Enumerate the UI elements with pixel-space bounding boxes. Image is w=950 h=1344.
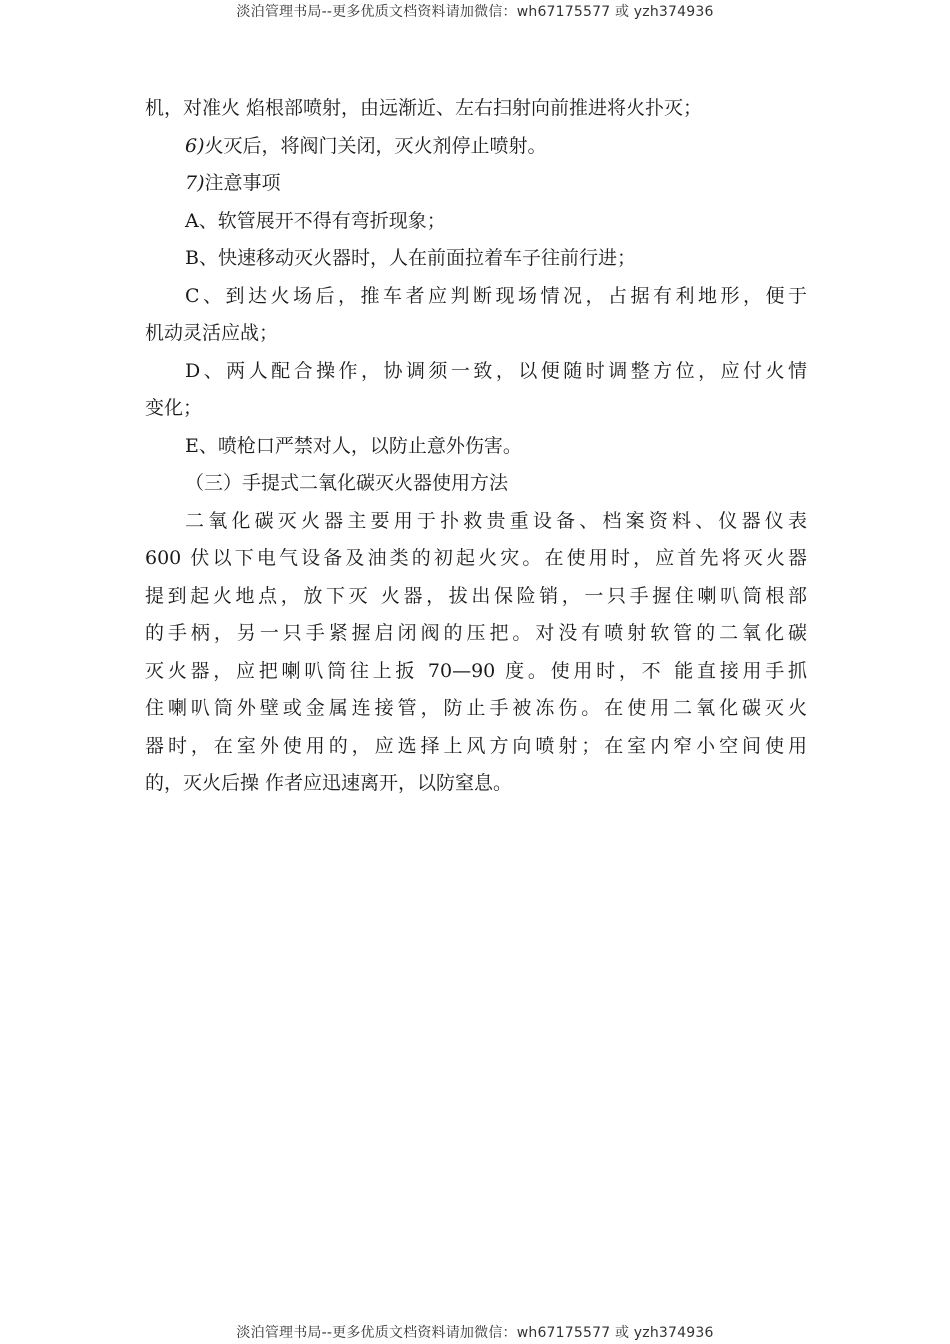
note-a: A、软管展开不得有弯折现象； xyxy=(185,209,446,232)
step-7 xyxy=(145,165,807,203)
step-7-text: 注意事项 xyxy=(204,172,281,194)
note-e: E、喷枪口严禁对人，以防止意外伤害。 xyxy=(185,434,522,457)
note-b: B、快速移动灭火器时，人在前面拉着车子往前行进； xyxy=(185,247,636,269)
step-6 xyxy=(145,128,807,166)
paragraph-line: 灭火器，应把喇叭筒往上扳 70—90 度。使用时，不 能直接用手抓 xyxy=(145,659,807,682)
paragraph-line: 住喇叭筒外壁或金属连接管，防止手被冻伤。在使用二氧化碳灭火 xyxy=(145,697,807,719)
step-6-text: 火灭后，将阀门关闭，灭火剂停止喷射。 xyxy=(204,134,547,157)
document-body xyxy=(145,90,807,803)
paragraph-line: 二氧化碳灭火器主要用于扑救贵重设备、档案资料、仪器仪表 xyxy=(185,509,807,532)
paragraph-line: 器时，在室外使用的，应选择上风方向喷射；在室内窄小空间使用 xyxy=(145,734,807,757)
step-7-number: 7) xyxy=(185,172,205,194)
footer-watermark: 淡泊管理书局--更多优质文档资料请加微信：wh67175577 或 yzh374936 xyxy=(236,1325,714,1341)
header-watermark: 淡泊管理书局--更多优质文档资料请加微信：wh67175577 或 yzh374936 xyxy=(236,4,714,20)
text-line: 机，对准火 焰根部喷射，由远渐近、左右扫射向前推进将火扑灭； xyxy=(145,97,703,119)
note-c-line-2: 机动灵活应战； xyxy=(145,322,279,344)
paragraph-line: 的手柄，另一只手紧握启闭阀的压把。对没有喷射软管的二氧化碳 xyxy=(145,622,807,644)
step-6-number: 6) xyxy=(185,134,205,157)
paragraph-line: 的，灭火后操 作者应迅速离开，以防窒息。 xyxy=(145,772,513,794)
note-d-line-1: D、两人配合操作，协调须一致，以便随时调整方位，应付火情 xyxy=(185,359,807,382)
note-d-line-2: 变化； xyxy=(145,397,203,419)
paragraph-line: 提到起火地点，放下灭 火器，拔出保险销，一只手握住喇叭筒根部 xyxy=(145,584,807,607)
note-c-line-1: C、到达火场后，推车者应判断现场情况，占据有利地形，便于 xyxy=(185,284,807,307)
paragraph-line: 600 伏以下电气设备及油类的初起火灾。在使用时，应首先将灭火器 xyxy=(145,547,807,569)
section-3-heading: （三）手提式二氧化碳灭火器使用方法 xyxy=(185,472,509,494)
